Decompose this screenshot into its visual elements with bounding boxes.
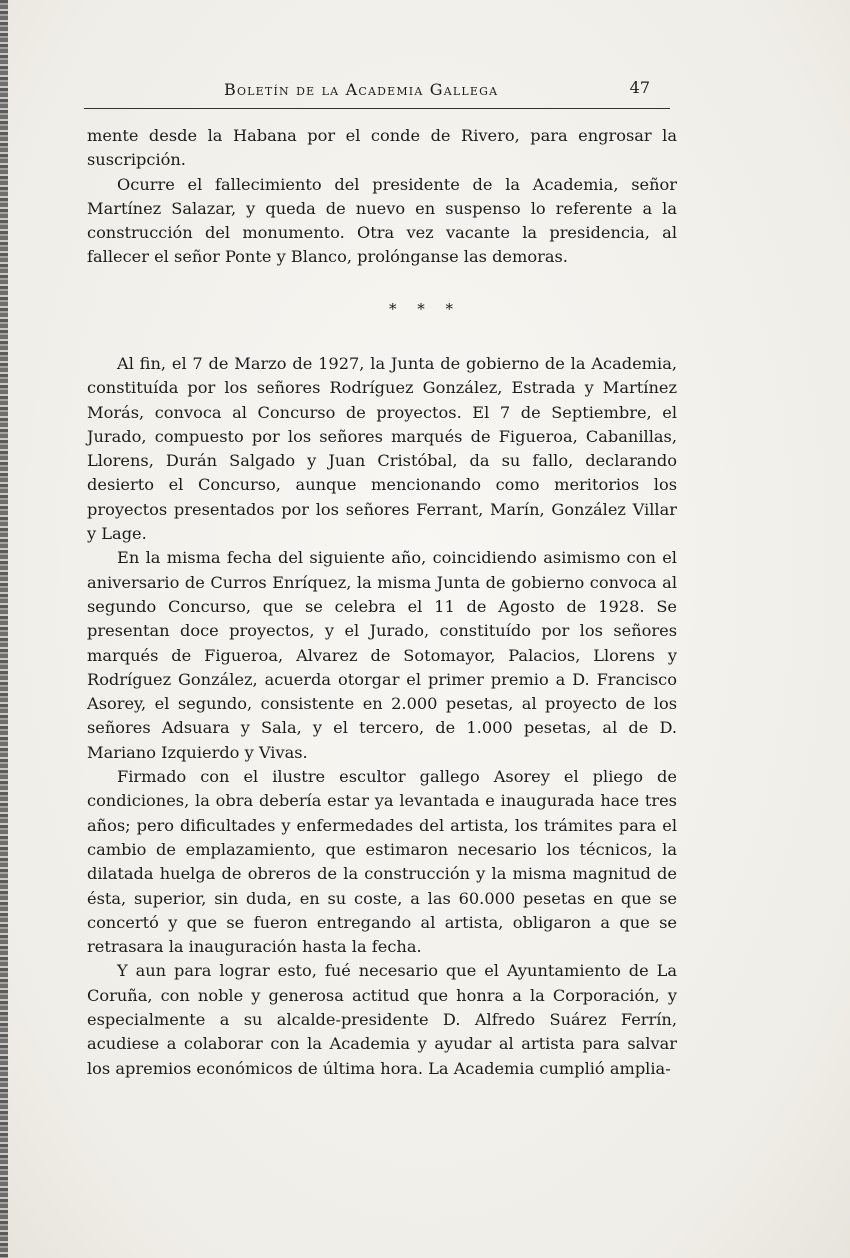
page-number: 47 — [629, 78, 650, 97]
paragraph: Ocurre el fallecimiento del presidente de la Academia, señor Martínez Salazar, y queda de nuevo en suspenso lo referente a la construcción del monumento. Otra vez vacante la presidencia, al fallecer el señor Ponte y Blanco, prolónganse las demoras. — [87, 174, 677, 267]
running-title: Boletín de la Academia Gallega — [224, 80, 499, 99]
paragraph: Firmado con el ilustre escultor gallego Asorey el pliego de condiciones, la obra debería estar ya levantada e inaugurada hace tres años; pero dificultades y enfermedades del artista, los trámites para el cambio de emplazamiento, que estimaron necesario los técnicos, la dilatada huelga de obreros de la construcción y la misma magnitud de ésta, superior, sin duda, en su coste, a las 60.000 pesetas en que se concertó y que se fueron entregando al artista, obligaron a que se retrasara la inauguración hasta la fecha. — [87, 767, 677, 957]
page-header — [84, 74, 670, 109]
paragraph: Al fin, el 7 de Marzo de 1927, la Junta de gobierno de la Academia, constituída por los señores Rodríguez González, Estrada y Martínez Morás, convoca al Concurso de proyectos. El 7 de Septiembre, el Jurado, compuesto por los señores marqués de Figueroa, Cabanillas, Llorens, Durán Salgado y Juan Cristóbal, da su fallo, declarando desierto el Concurso, aunque mencionando como meritorios los proyectos presentados por los señores Ferrant, Marín, González Villar y Lage. — [87, 354, 677, 544]
page-binding-edge — [0, 0, 8, 1258]
body-text-top — [87, 124, 677, 270]
section-separator: * * * — [388, 300, 462, 318]
body-text-bottom — [87, 352, 677, 1081]
paragraph: Y aun para lograr esto, fué necesario que el Ayuntamiento de La Coruña, con noble y generosa actitud que honra a la Corporación, y especialmente a su alcalde-presidente D. Alfredo Suárez Ferrín, acudiese a colaborar con la Academia y ayudar al artista para salvar los apremios económicos de última hora. La Academia cumplió amplia- — [87, 961, 677, 1078]
paragraph: En la misma fecha del siguiente año, coincidiendo asimismo con el aniversario de Curros Enríquez, la misma Junta de gobierno convoca al segundo Concurso, que se celebra el 11 de Agosto de 1928. Se presentan doce proyectos, y el Jurado, constituído por los señores marqués de Figueroa, Alvarez de Sotomayor, Palacios, Llorens y Rodríguez González, acuerda otorgar el primer premio a D. Francisco Asorey, el segundo, consistente en 2.000 pesetas, al proyecto de los señores Adsuara y Sala, y el tercero, de 1.000 pesetas, al de D. Mariano Izquierdo y Vivas. — [87, 548, 677, 762]
paragraph-continuation: mente desde la Habana por el conde de Rivero, para engrosar la suscripción. — [87, 126, 677, 170]
